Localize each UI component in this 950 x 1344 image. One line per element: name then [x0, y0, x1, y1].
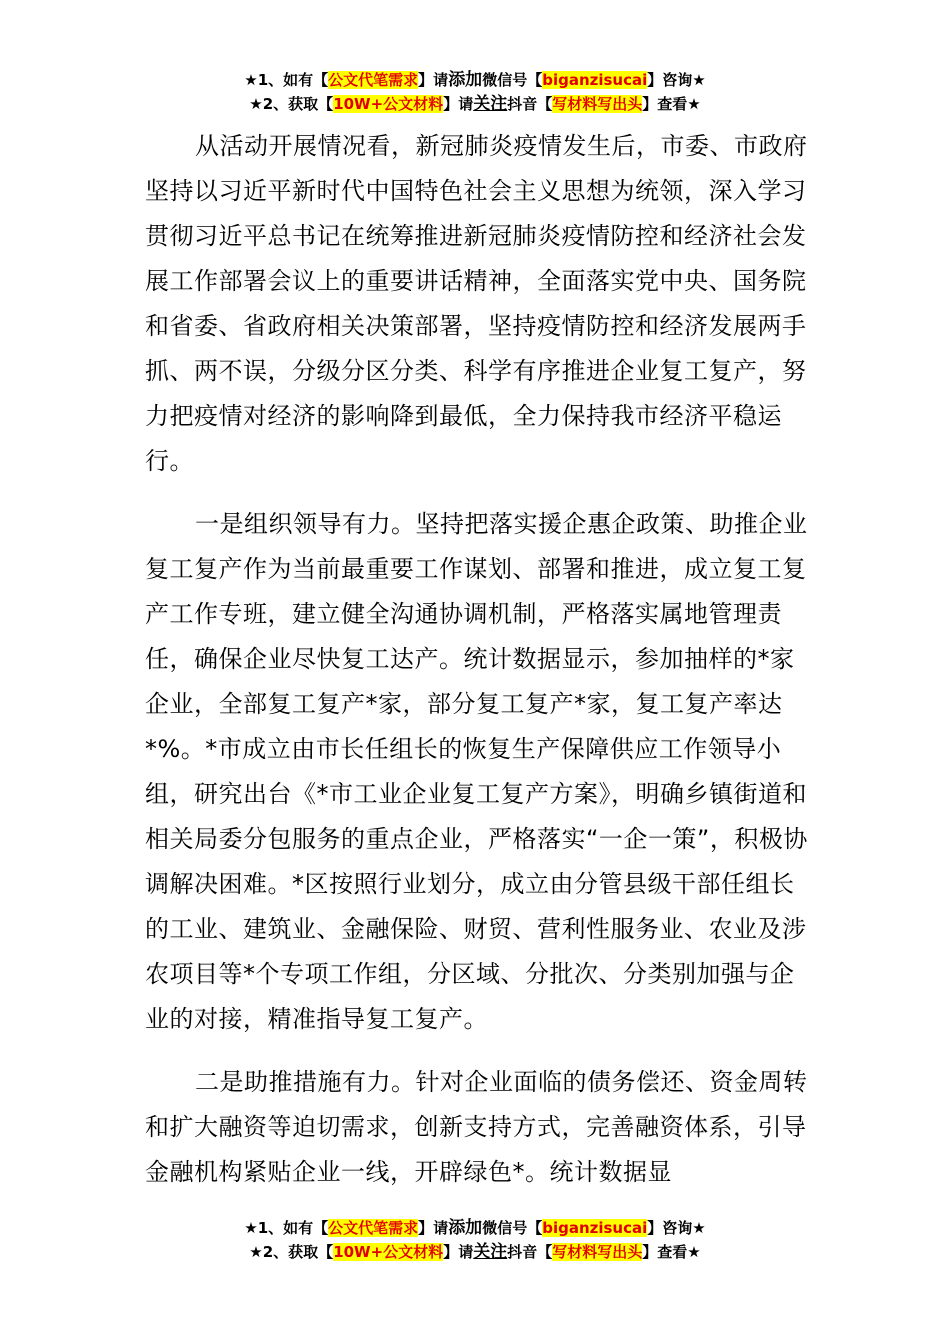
- promo-highlight-materials: 10W+公文材料: [333, 1243, 444, 1261]
- promo-highlight-douyin-account: 写材料写出头: [552, 95, 643, 113]
- paragraph-overview: 从活动开展情况看，新冠肺炎疫情发生后，市委、市政府坚持以习近平新时代中国特色社会主义思想为统领，深入学习贯彻习近平总书记在统筹推进新冠肺炎疫情防控和经济社会发展工作部署会议上的重要讲话精神，全面落实党中央、国务院和省委、省政府相关决策部署，坚持疫情防控和经济发展两手抓、两不误，分级分区分类、科学有序推进企业复工复产，努力把疫情对经济的影响降到最低，全力保持我市经济平稳运行。: [145, 132, 808, 475]
- promo-highlight-douyin-account: 写材料写出头: [552, 1243, 643, 1261]
- header-promo-banner: [0, 68, 950, 116]
- paragraph-measures: 二是助推措施有力。针对企业面临的债务偿还、资金周转和扩大融资等迫切需求，创新支持方式，完善融资体系，引导金融机构紧贴企业一线，开辟绿色*。统计数据显: [145, 1068, 808, 1186]
- promo-line-2: ★2、获取【10W+公文材料】请关注抖音【写材料写出头】查看★: [249, 94, 701, 114]
- footer-promo-banner: [0, 1216, 950, 1264]
- promo-line-1: ★1、如有【公文代笔需求】请添加微信号【biganzisucai】咨询★: [244, 70, 706, 90]
- paragraph-organization: 一是组织领导有力。坚持把落实援企惠企政策、助推企业复工复产作为当前最重要工作谋划、部署和推进，成立复工复产工作专班，建立健全沟通协调机制，严格落实属地管理责任，确保企业尽快复工达产。统计数据显示，参加抽样的*家企业，全部复工复产*家，部分复工复产*家，复工复产率达*%。*市成立由市长任组长的恢复生产保障供应工作领导小组，研究出台《*市工业企业复工复产方案》，明确乡镇街道和相关局委分包服务的重点企业，严格落实“一企一策”，积极协调解决困难。*区按照行业划分，成立由分管县级干部任组长的工业、建筑业、金融保险、财贸、营利性服务业、农业及涉农项目等*个专项工作组，分区域、分批次、分类别加强与企业的对接，精准指导复工复产。: [145, 510, 808, 1033]
- promo-highlight-wechat-id: biganzisucai: [542, 71, 648, 89]
- promo-highlight-materials: 10W+公文材料: [333, 95, 444, 113]
- promo-highlight-service: 公文代笔需求: [328, 1219, 419, 1237]
- promo-highlight-service: 公文代笔需求: [328, 71, 419, 89]
- promo-highlight-wechat-id: biganzisucai: [542, 1219, 648, 1237]
- promo-line-1: ★1、如有【公文代笔需求】请添加微信号【biganzisucai】咨询★: [244, 1218, 706, 1238]
- promo-line-2: ★2、获取【10W+公文材料】请关注抖音【写材料写出头】查看★: [249, 1242, 701, 1262]
- document-body: [145, 124, 815, 1213]
